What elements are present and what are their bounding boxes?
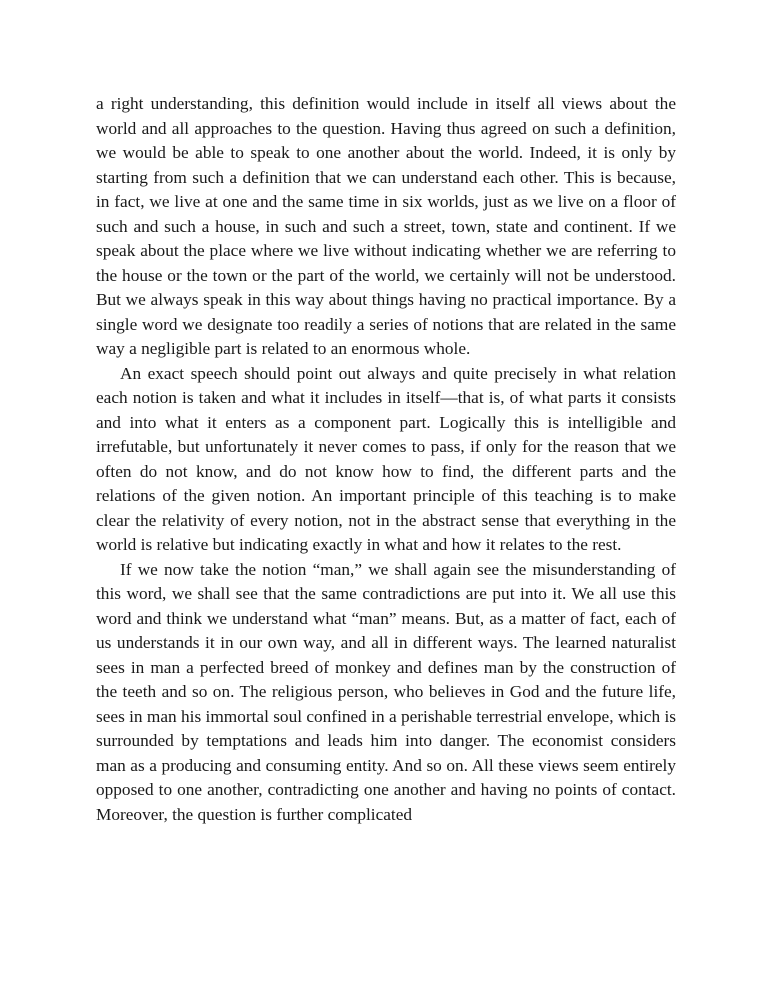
- paragraph-3: If we now take the notion “man,” we shall again see the misunderstanding of this word, we shall see that the same contradictions are put into it. We all use this word and think we understand what “man” means. But, as a matter of fact, each of us understands it in our own way, and all in different ways. The learned naturalist sees in man a perfected breed of monkey and defines man by the construction of the teeth and so on. The religious person, who believes in God and the future life, sees in man his immortal soul confined in a perishable terrestrial envelope, which is surrounded by temptations and leads him into danger. The economist considers man as a producing and consuming entity. And so on. All these views seem entirely opposed to one another, contradicting one another and having no points of contact. Moreover, the question is further complicated: [96, 559, 676, 824]
- paragraph-2: An exact speech should point out always and quite precisely in what relation each notion is taken and what it includes in itself—that is, of what parts it consists and into what it enters as a component part. Logically this is intelligible and irrefutable, but unfortunately it never comes to pass, if only for the reason that we often do not know, and do not know how to find, the different parts and the relations of the given notion. An important principle of this teaching is to make clear the relativity of every notion, not in the abstract sense that everything in the world is relative but indicating exactly in what and how it relates to the rest.: [96, 363, 676, 554]
- paragraph-1: a right understanding, this definition would include in itself all views about the world and all approaches to the question. Having thus agreed on such a definition, we would be able to speak to one another about the world. Indeed, it is only by starting from such a definition that we can understand each other. This is because, in fact, we live at one and the same time in six worlds, just as we live on a floor of such and such a house, in such and such a street, town, state and continent. If we speak about the place where we live without indicating whether we are referring to the house or the town or the part of the world, we certainly will not be understood. But we always speak in this way about things having no practical importance. By a single word we designate too readily a series of notions that are related in the same way a negligible part is related to an enormous whole.: [96, 94, 676, 358]
- page-body: [96, 92, 676, 827]
